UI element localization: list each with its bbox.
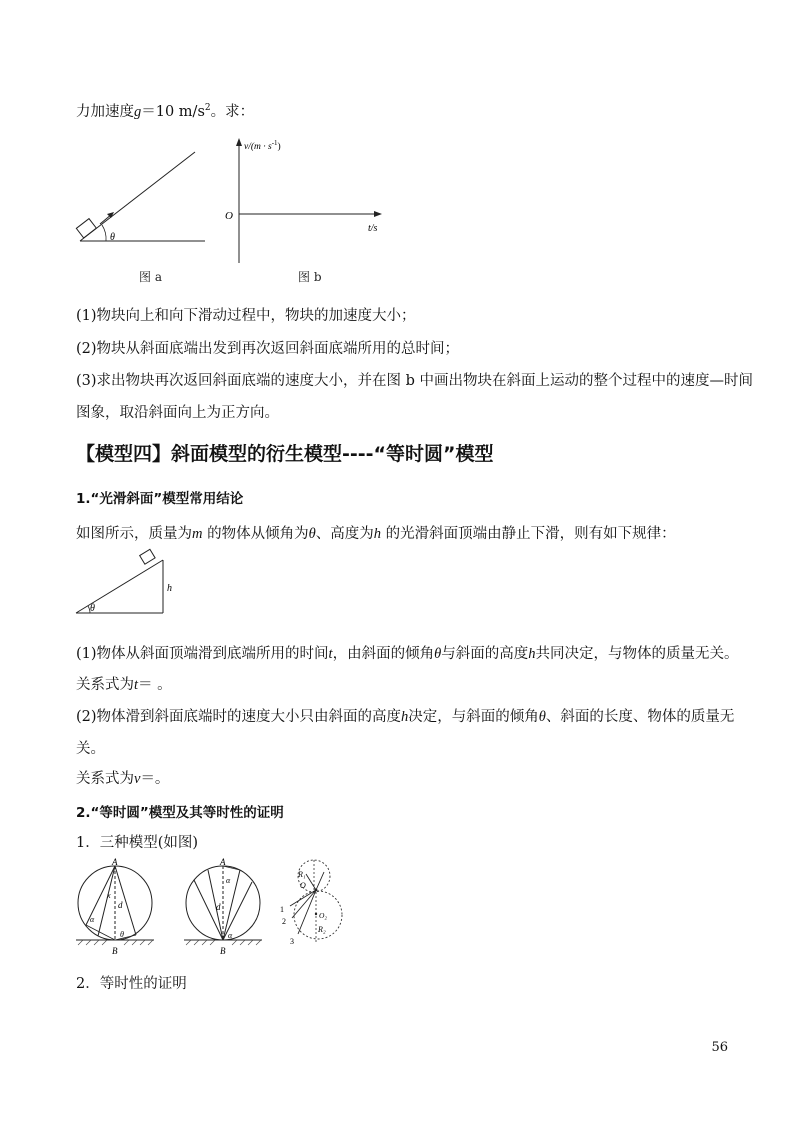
figure-smooth-incline [70,548,180,618]
figure-circle-model-3 [276,856,356,948]
rule-2-formula: 关系式为v＝。 [76,771,170,787]
rule-1-formula: 关系式为t＝ 。 [76,677,172,693]
svg-text:d: d [216,902,221,912]
rule-2-cont: 关。 [76,741,105,757]
svg-text:R₂: R₂ [318,925,326,934]
svg-text:B: B [112,946,118,956]
section-title: 【模型四】斜面模型的衍生模型----“等时圆”模型 [76,443,494,465]
rule-1: (1)物体从斜面顶端滑到底端所用的时间t，由斜面的倾角θ与斜面的高度h共同决定，与物体的质量无关。 [76,646,739,662]
svg-text:d: d [118,900,123,910]
svg-text:R₁: R₁ [298,870,306,879]
svg-text:O: O [300,881,306,890]
incline-theta: θ [90,603,95,614]
figure-b-caption: 图 b [298,270,322,284]
subsection-2-title: 2.“等时圆”模型及其等时性的证明 [76,805,284,821]
figure-a-theta: θ [110,232,115,243]
figure-circle-model-2 [180,858,270,958]
svg-text:O₂: O₂ [319,911,328,920]
subsection-1-title: 1.“光滑斜面”模型常用结论 [76,491,244,507]
svg-text:α: α [90,915,95,924]
rule-2: (2)物体滑到斜面底端时的速度大小只由斜面的高度h决定，与斜面的倾角θ、斜面的长度、物体的质量无 [76,709,735,725]
question-1: (1)物块向上和向下滑动过程中，物块的加速度大小； [76,308,416,324]
figure-a-incline [70,140,220,260]
svg-text:x: x [107,891,111,900]
figure-a-caption: 图 a [139,270,162,284]
paragraph-smooth-incline: 如图所示，质量为m 的物体从倾角为θ、高度为h 的光滑斜面顶端由静止下滑，则有如下规律： [76,526,676,542]
figure-circle-model-1 [72,858,162,958]
svg-text:A: A [112,858,118,867]
svg-text:A: A [220,858,226,867]
incline-h: h [167,583,172,594]
figure-b-axes [220,135,390,265]
svg-text:θ: θ [120,930,124,939]
question-2: (2)物块从斜面底端出发到再次返回斜面底端所用的总时间； [76,341,460,357]
svg-text:1: 1 [280,905,284,914]
figure-b-ylabel: $v/(m \cdot s^{-1})$ [244,139,281,152]
svg-text:2: 2 [282,917,286,926]
question-3-line2: 图象，取沿斜面向上为正方向。 [76,405,279,421]
question-3-line1: (3)求出物块再次返回斜面底端的速度大小，并在图 b 中画出物块在斜面上运动的整个过程中的速度—时间 [76,373,754,389]
page-number: 56 [711,1040,728,1055]
svg-text:α: α [226,876,231,885]
intro-line: 力加速度g＝10 $m/s^2$。求： [76,103,255,120]
svg-text:3: 3 [290,937,294,946]
svg-text:α: α [228,931,233,940]
item-1: 1．三种模型(如图) [76,835,199,851]
svg-text:B: B [220,946,226,956]
figure-b-xlabel: t/s [368,223,378,234]
figure-b-origin: O [225,210,233,222]
item-2: 2．等时性的证明 [76,976,187,992]
